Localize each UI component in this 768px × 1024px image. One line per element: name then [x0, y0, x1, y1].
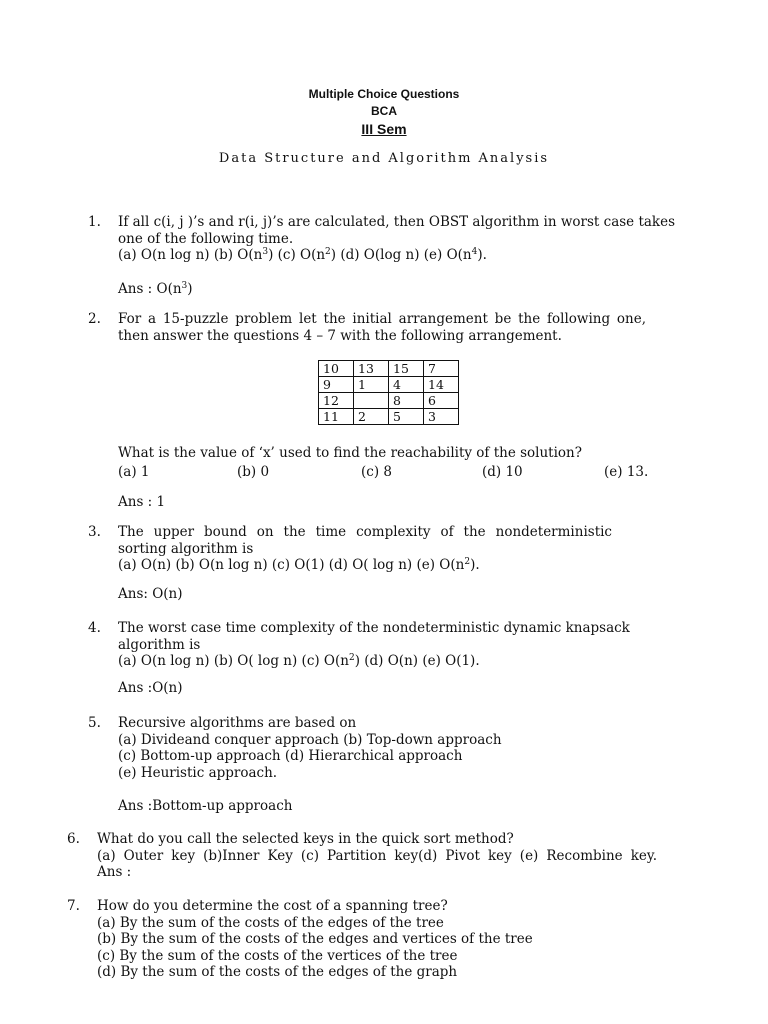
grid-cell: 12: [319, 393, 354, 409]
semester: III Sem: [361, 121, 407, 137]
grid-cell: [354, 393, 389, 409]
option-line: (c) By the sum of the costs of the vertices of the tree: [97, 947, 458, 964]
grid-cell: 6: [424, 393, 459, 409]
answer: Ans : $O(n^3)$: [118, 280, 193, 297]
option-line: (e) Heuristic approach.: [118, 764, 278, 781]
grid-cell: 13: [354, 361, 389, 377]
grid-cell: 14: [424, 377, 459, 393]
answer: Ans :Bottom-up approach: [118, 798, 293, 814]
question-number: 6.: [67, 831, 80, 847]
option-line: (a) By the sum of the costs of the edges of the tree: [97, 914, 444, 931]
grid-cell: 5: [389, 409, 424, 425]
question-text: What is the value of ‘x’ used to find the reachability of the solution?: [118, 445, 582, 461]
question-text: sorting algorithm is: [118, 540, 254, 557]
question-options: (a) Outer key (b)Inner Key (c) Partition key(d) Pivot key (e) Recombine key.: [97, 847, 657, 864]
question-number: 5.: [88, 715, 101, 731]
grid-cell: 8: [389, 393, 424, 409]
option-line: (b) By the sum of the costs of the edges and vertices of the tree: [97, 931, 533, 947]
answer: Ans :O(n): [118, 679, 183, 696]
doc-title: Multiple Choice Questions: [308, 87, 460, 101]
question-text: one of the following time.: [118, 230, 294, 247]
question-number: 1.: [88, 214, 101, 230]
question-options: (a) O(n log n) (b) O( log n) (c) $O(n^2)$ (d) O(n) (e) O(1).: [118, 653, 480, 669]
puzzle-grid: [318, 360, 459, 425]
question-number: 4.: [88, 620, 101, 636]
option: (d) 10: [482, 464, 523, 480]
grid-cell: 1: [354, 377, 389, 393]
question-text: The worst case time complexity of the nondeterministic dynamic knapsack: [118, 620, 630, 636]
question-text: How do you determine the cost of a spanning tree?: [97, 898, 448, 914]
option: (a) 1: [118, 464, 150, 480]
grid-cell: 10: [319, 361, 354, 377]
option: (b) 0: [237, 464, 270, 480]
question-text: If all c(i, j )’s and r(i, j)’s are calculated, then OBST algorithm in worst case takes: [118, 214, 676, 230]
question-text: For a 15-puzzle problem let the initial arrangement be the following one,: [118, 311, 646, 327]
question-text: What do you call the selected keys in the quick sort method?: [97, 831, 514, 847]
answer: Ans: O(n): [118, 585, 183, 602]
grid-cell: 2: [354, 409, 389, 425]
grid-cell: 7: [424, 361, 459, 377]
grid-cell: 4: [389, 377, 424, 393]
option-line: (a) Divideand conquer approach (b) Top-down approach: [118, 731, 502, 748]
question-options: (a) O(n log n) (b) $O(n^3)$ (c) $O(n^2)$ (d) O(log n) (e) $O(n^4)$.: [118, 247, 487, 263]
question-number: 7.: [67, 898, 80, 914]
subject-title: Data Structure and Algorithm Analysis: [218, 151, 550, 166]
grid-cell: 15: [389, 361, 424, 377]
grid-cell: 11: [319, 409, 354, 425]
question-number: 2.: [88, 311, 101, 327]
grid-cell: 3: [424, 409, 459, 425]
answer: Ans : 1: [118, 494, 166, 510]
course-name: BCA: [371, 104, 397, 118]
question-text: then answer the questions 4 – 7 with the following arrangement.: [118, 327, 562, 344]
option: (e) 13.: [604, 464, 649, 480]
option-line: (d) By the sum of the costs of the edges of the graph: [97, 964, 458, 980]
question-text: Recursive algorithms are based on: [118, 715, 357, 731]
question-options: (a) O(n) (b) O(n log n) (c) O(1) (d) O( log n) (e) $O(n^2)$.: [118, 557, 480, 573]
option-line: (c) Bottom-up approach (d) Hierarchical approach: [118, 748, 463, 764]
question-number: 3.: [88, 524, 101, 540]
answer: Ans :: [97, 864, 132, 880]
question-text: The upper bound on the time complexity of the nondeterministic: [118, 524, 612, 540]
question-text: algorithm is: [118, 636, 201, 653]
option: (c) 8: [361, 464, 392, 480]
grid-cell: 9: [319, 377, 354, 393]
